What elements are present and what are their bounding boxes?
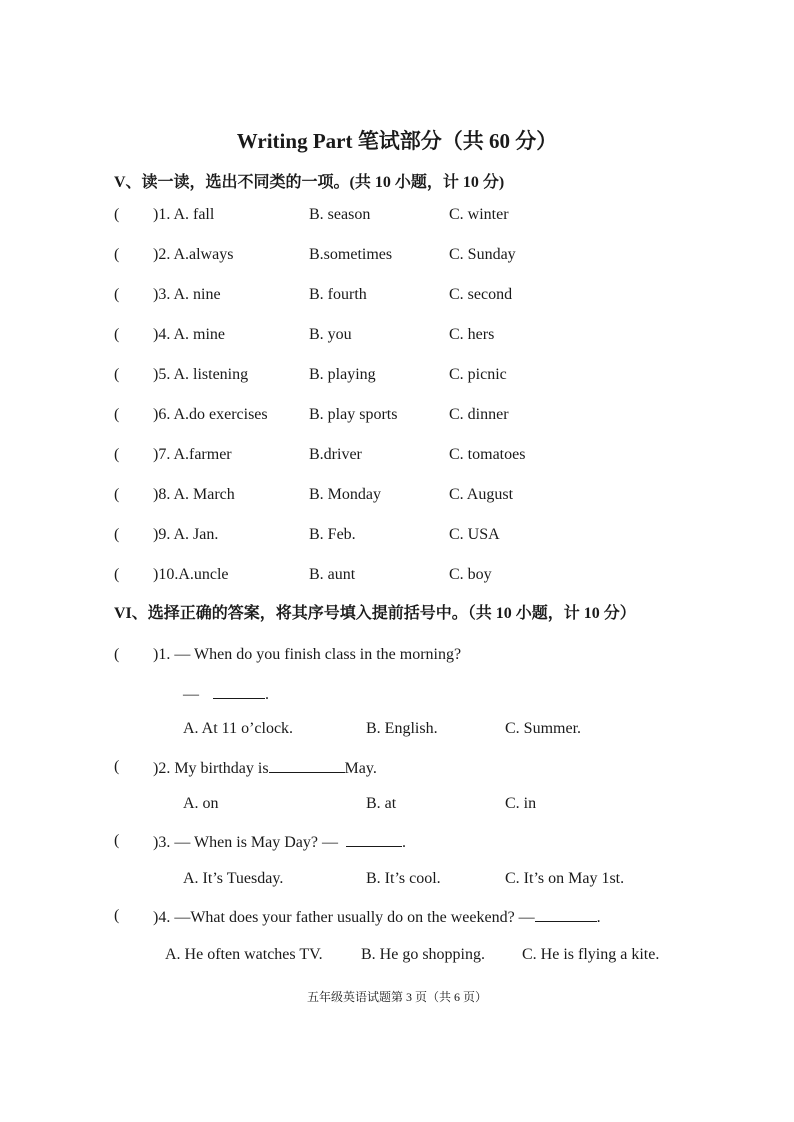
item-option-a: )5. A. listening [153,366,249,383]
period: . [265,686,269,703]
question-stem: )1. — When do you finish class in the morning? [153,646,462,663]
item-option-a: )7. A.farmer [153,446,232,463]
item-option-c: C. boy [449,566,492,583]
item-option-b: B. aunt [309,566,356,583]
answer-paren[interactable]: ( [114,206,120,223]
item-option-c: C. second [449,286,513,303]
section-5-heading: V、读一读，选出不同类的一项。(共 10 小题，计 10 分) [114,174,505,191]
item-option-b: B. season [309,206,371,223]
item-option-c: C. hers [449,326,495,343]
option-a: A. He often watches TV. [165,946,323,963]
item-option-c: C. dinner [449,406,509,423]
item-option-b: B. play sports [309,406,398,423]
item-option-b: B. Monday [309,486,381,503]
answer-paren[interactable]: ( [114,832,120,849]
item-option-c: C. USA [449,526,500,543]
dash: — [183,686,199,703]
answer-paren[interactable]: ( [114,446,120,463]
answer-paren[interactable]: ( [114,526,120,543]
option-b: B. It’s cool. [366,870,441,887]
stem-post: May. [344,760,377,777]
page-footer: 五年级英语试题第 3 页（共 6 页） [306,990,487,1004]
option-c: C. He is flying a kite. [522,946,660,963]
answer-paren[interactable]: ( [114,646,120,663]
item-option-a: )4. A. mine [153,326,225,343]
item-option-b: B. playing [309,366,376,383]
item-option-a: )9. A. Jan. [153,526,219,543]
option-c: C. in [505,795,537,812]
item-option-a: )3. A. nine [153,286,221,303]
option-b: B. English. [366,720,438,737]
item-option-c: C. August [449,486,514,503]
item-option-b: B.driver [309,446,362,463]
question-stem [153,907,601,927]
item-option-b: B. Feb. [309,526,356,543]
answer-paren[interactable]: ( [114,286,120,303]
answer-paren[interactable]: ( [114,406,120,423]
item-option-c: C. winter [449,206,509,223]
answer-line [183,684,269,704]
answer-paren[interactable]: ( [114,486,120,503]
item-option-c: C. tomatoes [449,446,526,463]
option-b: B. He go shopping. [361,946,485,963]
answer-paren[interactable]: ( [114,246,120,263]
answer-paren[interactable]: ( [114,566,120,583]
answer-paren[interactable]: ( [114,326,120,343]
item-option-a: )8. A. March [153,486,235,503]
section-6-heading: VI、选择正确的答案，将其序号填入提前括号中。（共 10 小题，计 10 分） [114,605,636,622]
stem-pre: )2. My birthday is [153,760,269,777]
stem-text: )4. —What does your father usually do on the weekend? — [153,909,535,926]
option-c: C. It’s on May 1st. [505,870,625,887]
option-c: C. Summer. [505,720,582,737]
question-stem [153,832,406,852]
stem-text: )3. — When is May Day? — [153,834,338,851]
period: . [596,909,601,926]
answer-paren[interactable]: ( [114,758,120,775]
option-a: A. It’s Tuesday. [183,870,284,887]
item-option-b: B. you [309,326,352,343]
question-stem [153,758,377,778]
option-a: A. At 11 o’clock. [183,720,294,737]
item-option-a: )10.A.uncle [153,566,229,583]
fill-blank[interactable] [346,832,402,847]
option-a: A. on [183,795,219,812]
answer-paren[interactable]: ( [114,907,120,924]
item-option-b: B.sometimes [309,246,393,263]
item-option-c: C. Sunday [449,246,516,263]
option-b: B. at [366,795,397,812]
item-option-a: )2. A.always [153,246,234,263]
item-option-c: C. picnic [449,366,507,383]
answer-paren[interactable]: ( [114,366,120,383]
item-option-a: )6. A.do exercises [153,406,268,423]
fill-blank[interactable] [213,684,265,699]
period: . [402,834,406,851]
page-title: Writing Part 笔试部分（共 60 分） [236,129,558,153]
item-option-a: )1. A. fall [153,206,215,223]
fill-blank[interactable] [535,907,597,922]
item-option-b: B. fourth [309,286,367,303]
fill-blank[interactable] [269,758,345,773]
